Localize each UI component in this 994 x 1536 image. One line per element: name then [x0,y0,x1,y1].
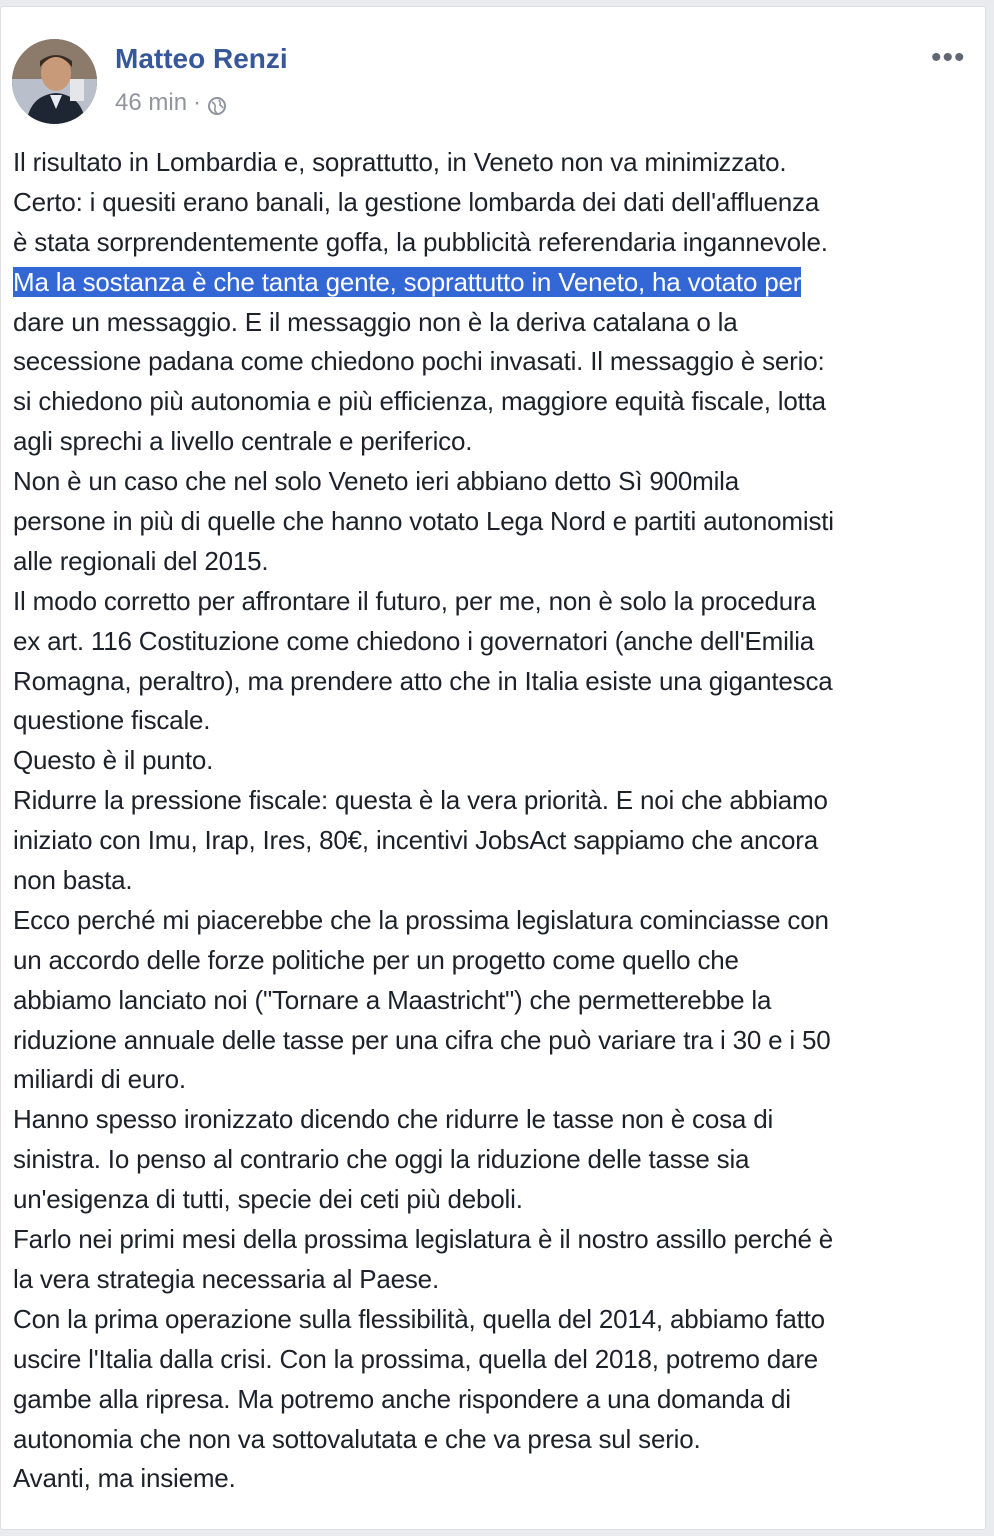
post-text [13,143,978,1499]
post-meta [115,87,227,119]
post-line: sinistra. Io penso al contrario che oggi la riduzione delle tasse sia [13,1144,750,1175]
post-line: autonomia che non va sottovalutata e che va presa sul serio. [13,1423,701,1454]
post-line: Certo: i quesiti erano banali, la gestione lombarda dei dati dell'affluenza [13,186,820,217]
post-line: uscire l'Italia dalla crisi. Con la prossima, quella del 2018, potremo dare [13,1343,819,1374]
avatar[interactable] [12,39,97,124]
post-line: Ridurre la pressione fiscale: questa è la vera priorità. E noi che abbiamo [13,785,828,816]
facebook-post [0,6,986,1530]
post-line: Avanti, ma insieme. [13,1463,236,1494]
post-line: ex art. 116 Costituzione come chiedono i governatori (anche dell'Emilia [13,625,815,656]
post-line: Romagna, peraltro), ma prendere atto che in Italia esiste una gigantesca [13,665,833,696]
post-line: iniziato con Imu, Irap, Ires, 80€, incentivi JobsAct sappiamo che ancora [13,825,819,856]
post-line: dare un messaggio. E il messaggio non è la deriva catalana o la [13,306,738,337]
author-name[interactable]: Matteo Renzi [115,43,288,74]
post-line: Hanno spesso ironizzato dicendo che ridurre le tasse non è cosa di [13,1104,774,1135]
post-line: Il modo corretto per affrontare il futuro, per me, non è solo la procedura [13,585,816,616]
post-line: miliardi di euro. [13,1064,186,1095]
post-line: secessione padana come chiedono pochi invasati. Il messaggio è serio: [13,346,825,377]
post-line: Farlo nei primi mesi della prossima legislatura è il nostro assillo perché è [13,1224,834,1255]
post-line: alle regionali del 2015. [13,545,269,576]
post-line: questione fiscale. [13,705,211,736]
avatar-photo [12,39,97,124]
post-line: abbiamo lanciato noi ("Tornare a Maastricht") che permetterebbe la [13,984,772,1015]
post-line: gambe alla ripresa. Ma potremo anche rispondere a una domanda di [13,1383,791,1414]
meta-separator: · [193,89,202,116]
post-line: Il risultato in Lombardia e, soprattutto, in Veneto non va minimizzato. [13,147,787,177]
post-line: Questo è il punto. [13,745,214,776]
post-line-selected [13,263,978,303]
more-options-button[interactable]: ••• [931,41,966,74]
selected-text[interactable]: Ma la sostanza è che tanta gente, soprattutto in Veneto, ha votato per [13,266,802,297]
post-line: un accordo delle forze politiche per un progetto come quello che [13,944,739,975]
post-line: Con la prima operazione sulla flessibilità, quella del 2014, abbiamo fatto [13,1303,825,1334]
post-line: riduzione annuale delle tasse per una cifra che può variare tra i 30 e i 50 [13,1024,831,1055]
post-line: è stata sorprendentemente goffa, la pubblicità referendaria ingannevole. [13,226,828,257]
post-line: Ecco perché mi piacerebbe che la prossima legislatura cominciasse con [13,904,829,935]
post-line: agli sprechi a livello centrale e periferico. [13,426,473,457]
post-line: Non è un caso che nel solo Veneto ieri abbiano detto Sì 900mila [13,466,740,497]
post-line: un'esigenza di tutti, specie dei ceti più deboli. [13,1184,523,1215]
post-line: non basta. [13,865,133,896]
post-line: si chiedono più autonomia e più efficienza, maggiore equità fiscale, lotta [13,386,826,417]
globe-icon[interactable] [207,93,227,113]
post-timestamp[interactable]: 46 min [115,89,188,116]
post-line: la vera strategia necessaria al Paese. [13,1263,439,1294]
post-line: persone in più di quelle che hanno votato Lega Nord e partiti autonomisti [13,506,834,537]
